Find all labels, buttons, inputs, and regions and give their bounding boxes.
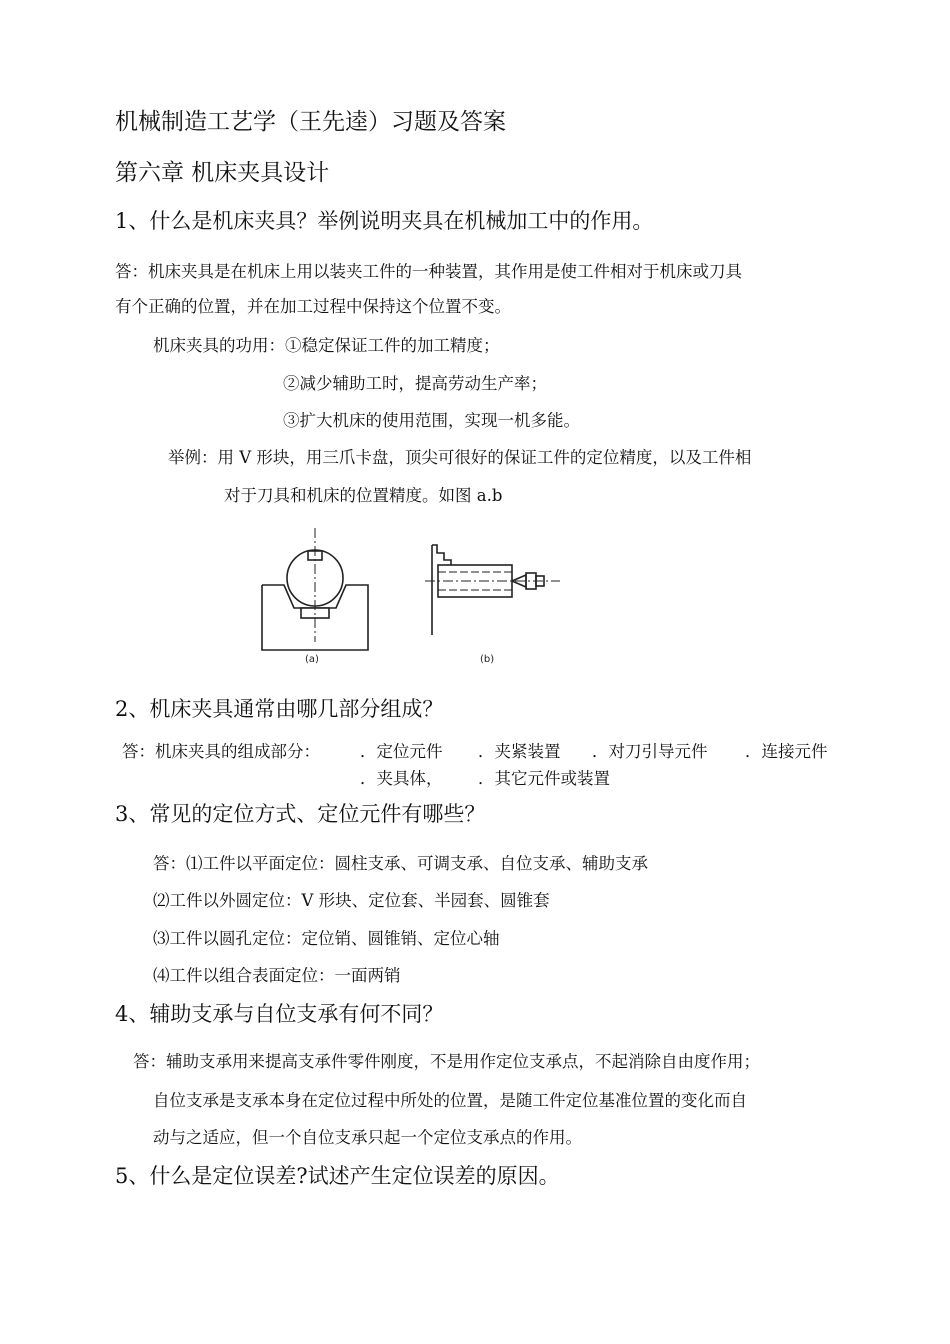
part-item: ．对刀引导元件 [592,742,708,761]
question-5: 5、什么是定位误差?试述产生定位误差的原因。 [115,1164,560,1188]
chapter-heading: 第六章 机床夹具设计 [115,160,330,186]
function-line-3: ③扩大机床的使用范围，实现一机多能。 [283,411,580,430]
v-block-diagram [262,528,368,650]
answer-3-item-4: ⑷工件以组合表面定位：一面两销 [153,966,401,985]
question-1: 1、什么是机床夹具？举例说明夹具在机械加工中的作用。 [115,209,654,233]
part-item: ．连接元件 [745,742,828,761]
answer-3-item-1: 答：⑴工件以平面定位：圆柱支承、可调支承、自位支承、辅助支承 [153,854,648,873]
question-3: 3、常见的定位方式、定位元件有哪些？ [115,802,486,826]
part-item: ．夹具体， [360,769,443,788]
example-line-2: 对于刀具和机床的位置精度。如图 a.b [224,486,503,505]
chuck-center-diagram [425,545,560,635]
answer-4-line-3: 动与之适应，但一个自位支承只起一个定位支承点的作用。 [153,1128,582,1147]
answer-3-item-3: ⑶工件以圆孔定位：定位销、圆锥销、定位心轴 [153,929,500,948]
part-item: ．夹紧装置 [478,742,561,761]
answer-3-item-2: ⑵工件以外圆定位：V 形块、定位套、半园套、圆锥套 [153,891,550,910]
function-line-1: 机床夹具的功用：①稳定保证工件的加工精度； [153,336,500,355]
fixture-figure [250,520,570,670]
part-item: ．定位元件 [360,742,443,761]
answer-2-prefix: 答：机床夹具的组成部分： [122,742,320,761]
function-line-2: ②减少辅助工时，提高劳动生产率； [283,374,547,393]
answer-1-line-2: 有个正确的位置，并在加工过程中保持这个位置不变。 [115,297,511,316]
figure-label-b: (b) [480,654,495,665]
part-item: ．其它元件或装置 [478,769,610,788]
figure-label-a: (a) [305,654,319,665]
document-title: 机械制造工艺学（王先逵）习题及答案 [115,109,506,135]
answer-4-line-2: 自位支承是支承本身在定位过程中所处的位置，是随工件定位基准位置的变化而自 [153,1091,747,1110]
answer-4-line-1: 答：辅助支承用来提高支承件零件刚度，不是用作定位支承点，不起消除自由度作用； [133,1052,760,1071]
answer-1-line-1: 答：机床夹具是在机床上用以装夹工件的一种装置，其作用是使工件相对于机床或刀具 [115,262,742,281]
question-2: 2、机床夹具通常由哪几部分组成？ [115,697,444,721]
question-4: 4、辅助支承与自位支承有何不同？ [115,1002,444,1026]
example-line-1: 举例：用 V 形块，用三爪卡盘，顶尖可很好的保证工件的定位精度，以及工件相 [168,448,752,467]
